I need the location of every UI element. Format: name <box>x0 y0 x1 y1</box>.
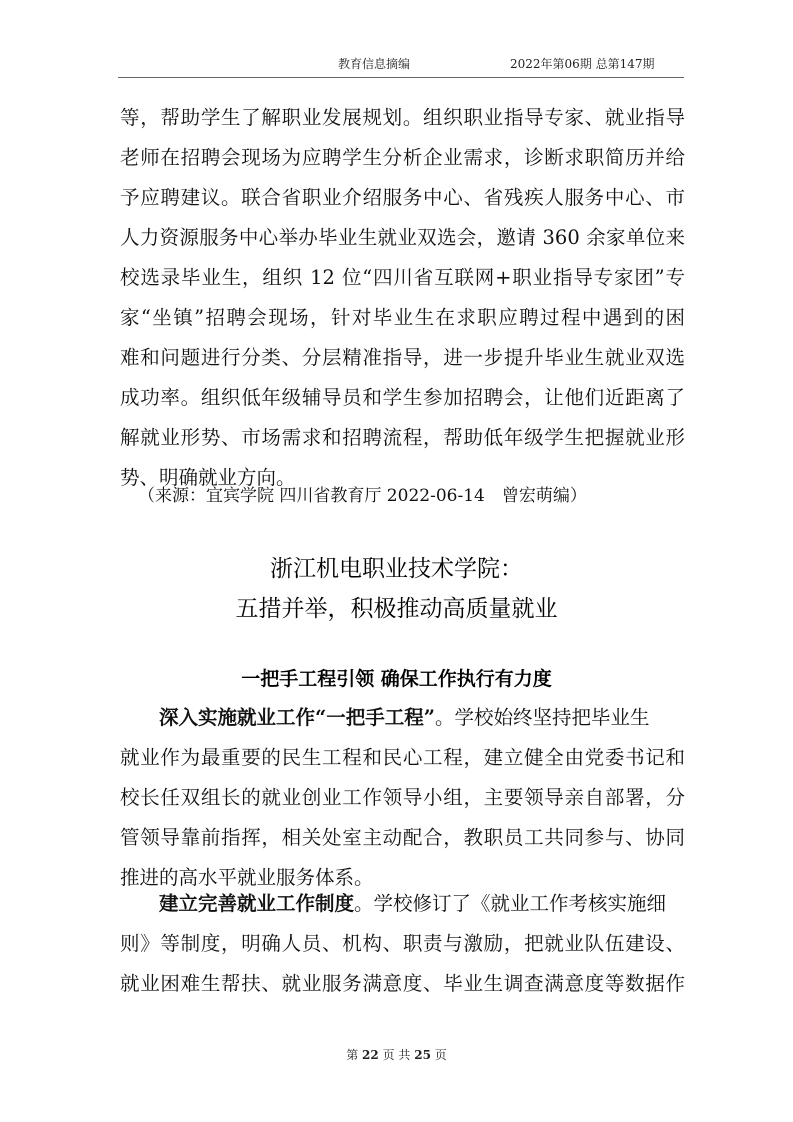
text-line: 予应聘建议。联合省职业介绍服务中心、省残疾人服务中心、市 <box>120 186 685 209</box>
text-line: 老师在招聘会现场为应聘学生分析企业需求，诊断求职简历并给 <box>120 146 685 169</box>
text-line: 就业作为最重要的民生工程和民心工程，建立健全由党委书记和 <box>120 746 685 769</box>
header-issue: 2022年第06期 总第147期 <box>510 57 655 71</box>
text-line: 难和问题进行分类、分层精准指导，进一步提升毕业生就业双选 <box>120 346 685 369</box>
text-line: 家“坐镇”招聘会现场，针对毕业生在求职应聘过程中遇到的困 <box>120 306 685 329</box>
paragraph-text: 。学校始终坚持把毕业生 <box>434 706 650 729</box>
header-publication: 教育信息摘编 <box>338 57 411 71</box>
text-line <box>120 884 685 924</box>
page-footer <box>0 1046 793 1063</box>
article-title-line2: 五措并举，积极推动高质量就业 <box>235 596 558 622</box>
text-line: 校选录毕业生，组织 12 位“四川省互联网+职业指导专家团”专 <box>120 266 685 289</box>
text-line: 势、明确就业方向。 <box>120 466 296 489</box>
paragraph-lead: 深入实施就业工作“一把手工程” <box>159 706 435 729</box>
text-line: 人力资源服务中心举办毕业生就业双选会，邀请 360 余家单位来 <box>120 226 685 249</box>
section-heading: 一把手工程引领 确保工作执行有力度 <box>241 668 552 690</box>
paragraph-lead: 建立完善就业工作制度 <box>159 892 355 915</box>
footer-total-pages: 25 <box>414 1048 431 1062</box>
text-line: 成功率。组织低年级辅导员和学生参加招聘会，让他们近距离了 <box>120 386 685 409</box>
article-title-line1: 浙江机电职业技术学院： <box>270 556 523 582</box>
text-line <box>120 698 685 738</box>
continued-paragraph <box>120 98 685 498</box>
footer-prefix: 第 <box>346 1048 359 1062</box>
text-line: 就业困难生帮扶、就业服务满意度、毕业生调查满意度等数据作 <box>120 972 685 995</box>
text-line: 则》等制度，明确人员、机构、职责与激励，把就业队伍建设、 <box>120 932 685 955</box>
text-line: 推进的高水平就业服务体系。 <box>120 866 374 889</box>
paragraph-text: 。学校修订了《就业工作考核实施细 <box>354 892 667 915</box>
text-line: 解就业形势、市场需求和招聘流程，帮助低年级学生把握就业形 <box>120 426 685 449</box>
paragraph-2 <box>120 884 685 1004</box>
footer-page-number: 22 <box>362 1048 379 1062</box>
paragraph-1 <box>120 698 685 898</box>
text-line: 管领导靠前指挥，相关处室主动配合，教职员工共同参与、协同 <box>120 826 685 849</box>
text-line: 校长任双组长的就业创业工作领导小组，主要领导亲自部署，分 <box>120 786 685 809</box>
source-note: （来源：宜宾学院 四川省教育厅 2022-06-14 曾宏萌编） <box>138 486 587 506</box>
header-rule <box>118 77 684 78</box>
footer-mid: 页 共 <box>382 1048 411 1062</box>
footer-suffix: 页 <box>434 1048 447 1062</box>
text-line: 等，帮助学生了解职业发展规划。组织职业指导专家、就业指导 <box>120 106 685 129</box>
